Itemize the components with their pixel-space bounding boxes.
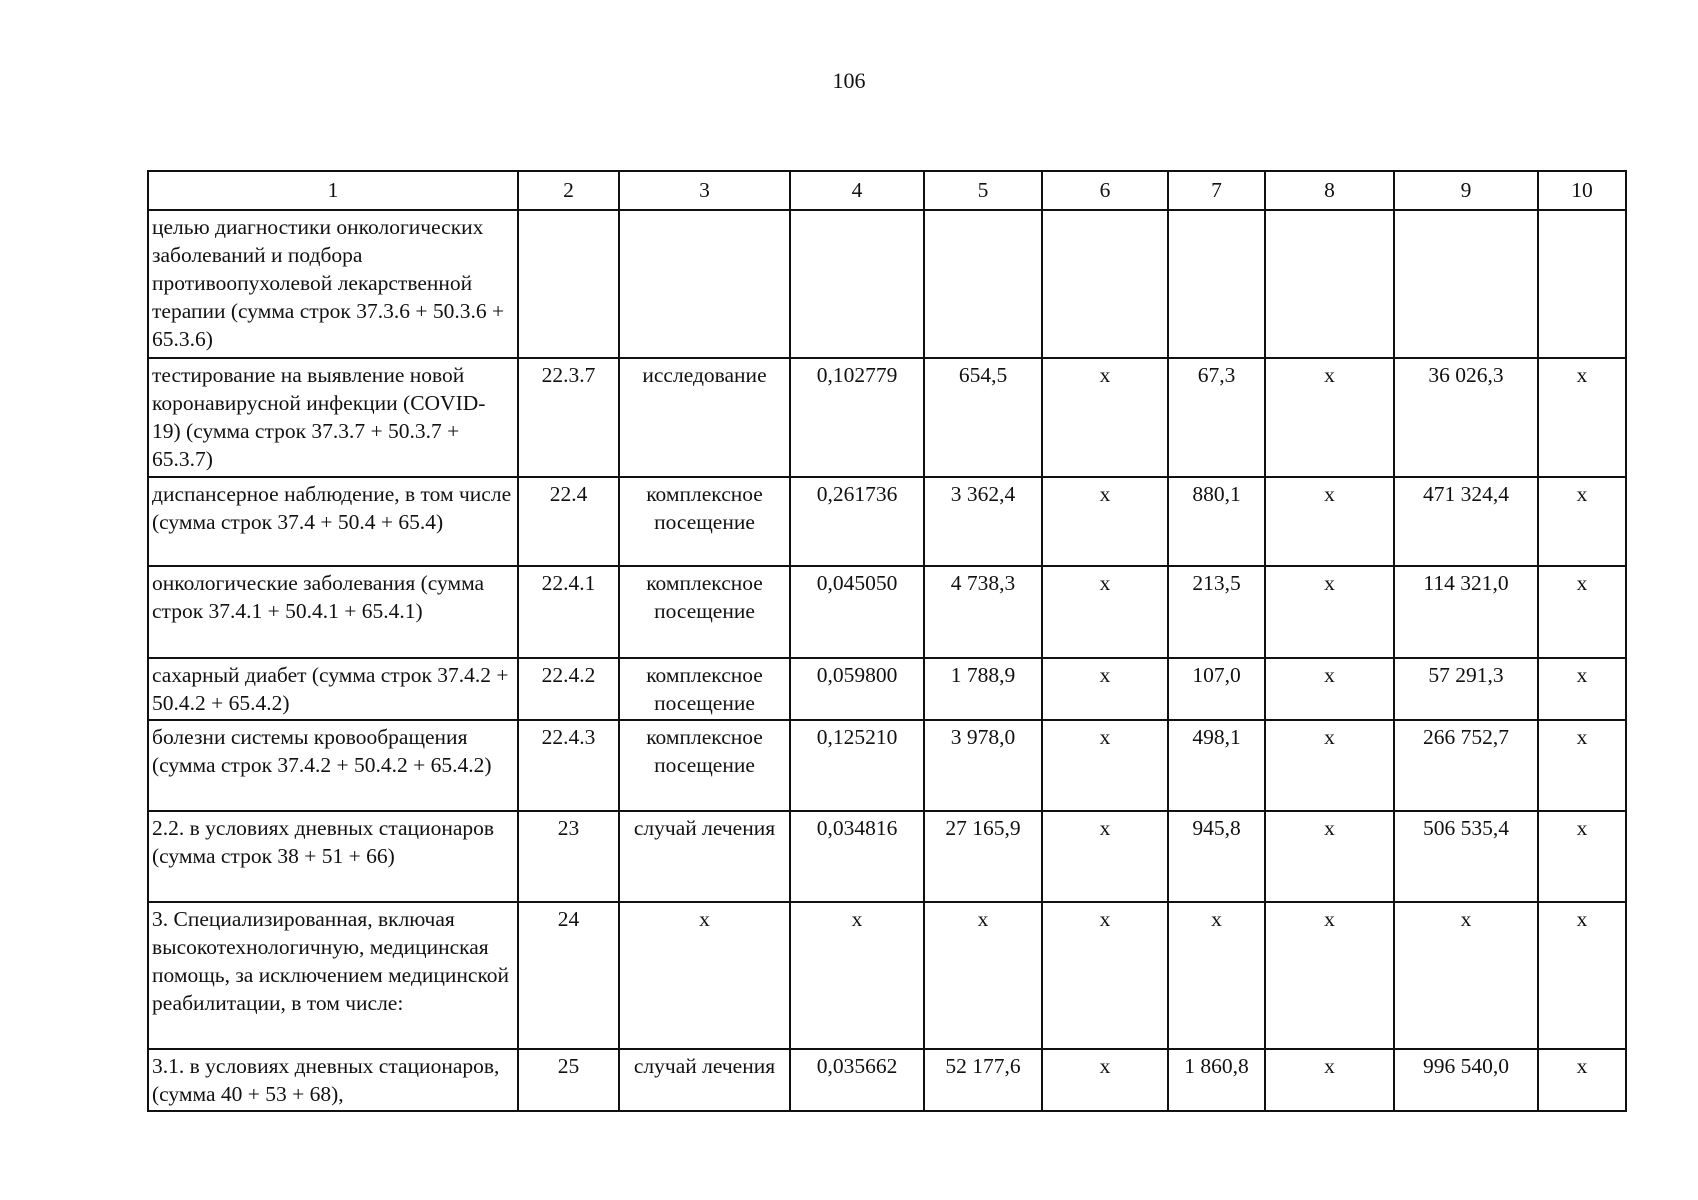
table-cell: х (1538, 811, 1626, 902)
table-cell-name: болезни системы кровообращения (сумма строк 37.4.2 + 50.4.2 + 65.4.2) (148, 720, 518, 811)
column-header: 7 (1168, 171, 1265, 210)
column-header: 10 (1538, 171, 1626, 210)
table-cell: 498,1 (1168, 720, 1265, 811)
table-cell: 3 362,4 (924, 477, 1042, 566)
table-row (148, 358, 1626, 477)
header-row (148, 171, 1626, 210)
table-cell: 996 540,0 (1394, 1049, 1538, 1111)
table-cell: 36 026,3 (1394, 358, 1538, 477)
table-cell: х (1265, 720, 1394, 811)
table-cell (924, 210, 1042, 358)
table-cell: 22.3.7 (518, 358, 619, 477)
table-cell: 22.4.3 (518, 720, 619, 811)
table-cell: 0,102779 (790, 358, 924, 477)
table-cell: 0,034816 (790, 811, 924, 902)
table-cell: х (924, 902, 1042, 1049)
table-cell: х (1538, 720, 1626, 811)
table-cell: 4 738,3 (924, 566, 1042, 658)
table-cell: х (1265, 566, 1394, 658)
table-cell-name: 2.2. в условиях дневных стационаров (сумма строк 38 + 51 + 66) (148, 811, 518, 902)
table-row (148, 658, 1626, 720)
table-cell: 24 (518, 902, 619, 1049)
table-cell: 107,0 (1168, 658, 1265, 720)
table-cell: 52 177,6 (924, 1049, 1042, 1111)
column-header: 1 (148, 171, 518, 210)
table-cell: 22.4.1 (518, 566, 619, 658)
column-header: 5 (924, 171, 1042, 210)
table-cell: х (1265, 811, 1394, 902)
table-cell: х (1265, 658, 1394, 720)
table-row (148, 477, 1626, 566)
table-cell: 3 978,0 (924, 720, 1042, 811)
table-cell: 67,3 (1168, 358, 1265, 477)
table-cell: х (1042, 358, 1168, 477)
table-cell: х (1042, 477, 1168, 566)
table-cell-name: тестирование на выявление новой коронавирусной инфекции (COVID-19) (сумма строк 37.3.7 + 50.3.7 + 65.3.7) (148, 358, 518, 477)
table-cell-name: диспансерное наблюдение, в том числе (сумма строк 37.4 + 50.4 + 65.4) (148, 477, 518, 566)
table-cell (619, 210, 790, 358)
column-header: 6 (1042, 171, 1168, 210)
table-cell: 506 535,4 (1394, 811, 1538, 902)
table-cell: 0,035662 (790, 1049, 924, 1111)
table-cell: 1 860,8 (1168, 1049, 1265, 1111)
table-cell (1538, 210, 1626, 358)
table-cell: х (1265, 477, 1394, 566)
table-cell: х (1265, 902, 1394, 1049)
table-cell: х (1042, 658, 1168, 720)
table-cell: комплексное посещение (619, 720, 790, 811)
table-cell: исследование (619, 358, 790, 477)
table-cell: 23 (518, 811, 619, 902)
table-cell: х (1042, 811, 1168, 902)
table-cell: 0,059800 (790, 658, 924, 720)
table-cell: 0,045050 (790, 566, 924, 658)
table-cell: 1 788,9 (924, 658, 1042, 720)
column-header: 9 (1394, 171, 1538, 210)
column-header: 8 (1265, 171, 1394, 210)
column-header: 4 (790, 171, 924, 210)
table-cell-name: 3. Специализированная, включая высокотехнологичную, медицинская помощь, за исключением медицинской реабилитации, в том числе: (148, 902, 518, 1049)
table-cell: 471 324,4 (1394, 477, 1538, 566)
table-cell: 22.4.2 (518, 658, 619, 720)
table-cell: х (790, 902, 924, 1049)
page-number: 106 (832, 68, 866, 93)
data-table (147, 170, 1627, 1112)
table-row (148, 1049, 1626, 1111)
column-header: 2 (518, 171, 619, 210)
table-cell (518, 210, 619, 358)
table-cell: х (1265, 1049, 1394, 1111)
table-cell: 654,5 (924, 358, 1042, 477)
table-cell: 213,5 (1168, 566, 1265, 658)
table-cell: 25 (518, 1049, 619, 1111)
table-cell (790, 210, 924, 358)
table-cell: х (1538, 658, 1626, 720)
table-cell: 880,1 (1168, 477, 1265, 566)
table-cell: х (1042, 902, 1168, 1049)
table-cell (1042, 210, 1168, 358)
table-cell: случай лечения (619, 1049, 790, 1111)
table-cell: 945,8 (1168, 811, 1265, 902)
table-cell: 0,261736 (790, 477, 924, 566)
table-cell: 0,125210 (790, 720, 924, 811)
table-cell-name: целью диагностики онкологических заболеваний и подбора противоопухолевой лекарственной терапии (сумма строк 37.3.6 + 50.3.6 + 65.3.6) (148, 210, 518, 358)
table-cell: 27 165,9 (924, 811, 1042, 902)
table-row (148, 210, 1626, 358)
table-cell-name: сахарный диабет (сумма строк 37.4.2 + 50.4.2 + 65.4.2) (148, 658, 518, 720)
table-cell: комплексное посещение (619, 566, 790, 658)
table-cell: 114 321,0 (1394, 566, 1538, 658)
table-cell (1394, 210, 1538, 358)
table-cell: х (1168, 902, 1265, 1049)
table-cell: х (1265, 358, 1394, 477)
table-cell (1168, 210, 1265, 358)
table-cell: 266 752,7 (1394, 720, 1538, 811)
table-cell: комплексное посещение (619, 477, 790, 566)
table-cell-name: онкологические заболевания (сумма строк 37.4.1 + 50.4.1 + 65.4.1) (148, 566, 518, 658)
table-cell: 57 291,3 (1394, 658, 1538, 720)
table-cell: 22.4 (518, 477, 619, 566)
table-cell (1265, 210, 1394, 358)
table-cell: х (1042, 720, 1168, 811)
column-header: 3 (619, 171, 790, 210)
table-cell: х (1538, 358, 1626, 477)
table-cell: х (1538, 902, 1626, 1049)
table-cell: х (1538, 566, 1626, 658)
table-cell: х (1538, 477, 1626, 566)
table-row (148, 720, 1626, 811)
table-cell: х (1394, 902, 1538, 1049)
table-cell: комплексное посещение (619, 658, 790, 720)
table-cell: случай лечения (619, 811, 790, 902)
table-row (148, 811, 1626, 902)
table-cell: х (1538, 1049, 1626, 1111)
table-cell: х (1042, 1049, 1168, 1111)
table-row (148, 566, 1626, 658)
table-cell-name: 3.1. в условиях дневных стационаров, (сумма 40 + 53 + 68), (148, 1049, 518, 1111)
table-cell: х (619, 902, 790, 1049)
table-cell: х (1042, 566, 1168, 658)
table-row (148, 902, 1626, 1049)
